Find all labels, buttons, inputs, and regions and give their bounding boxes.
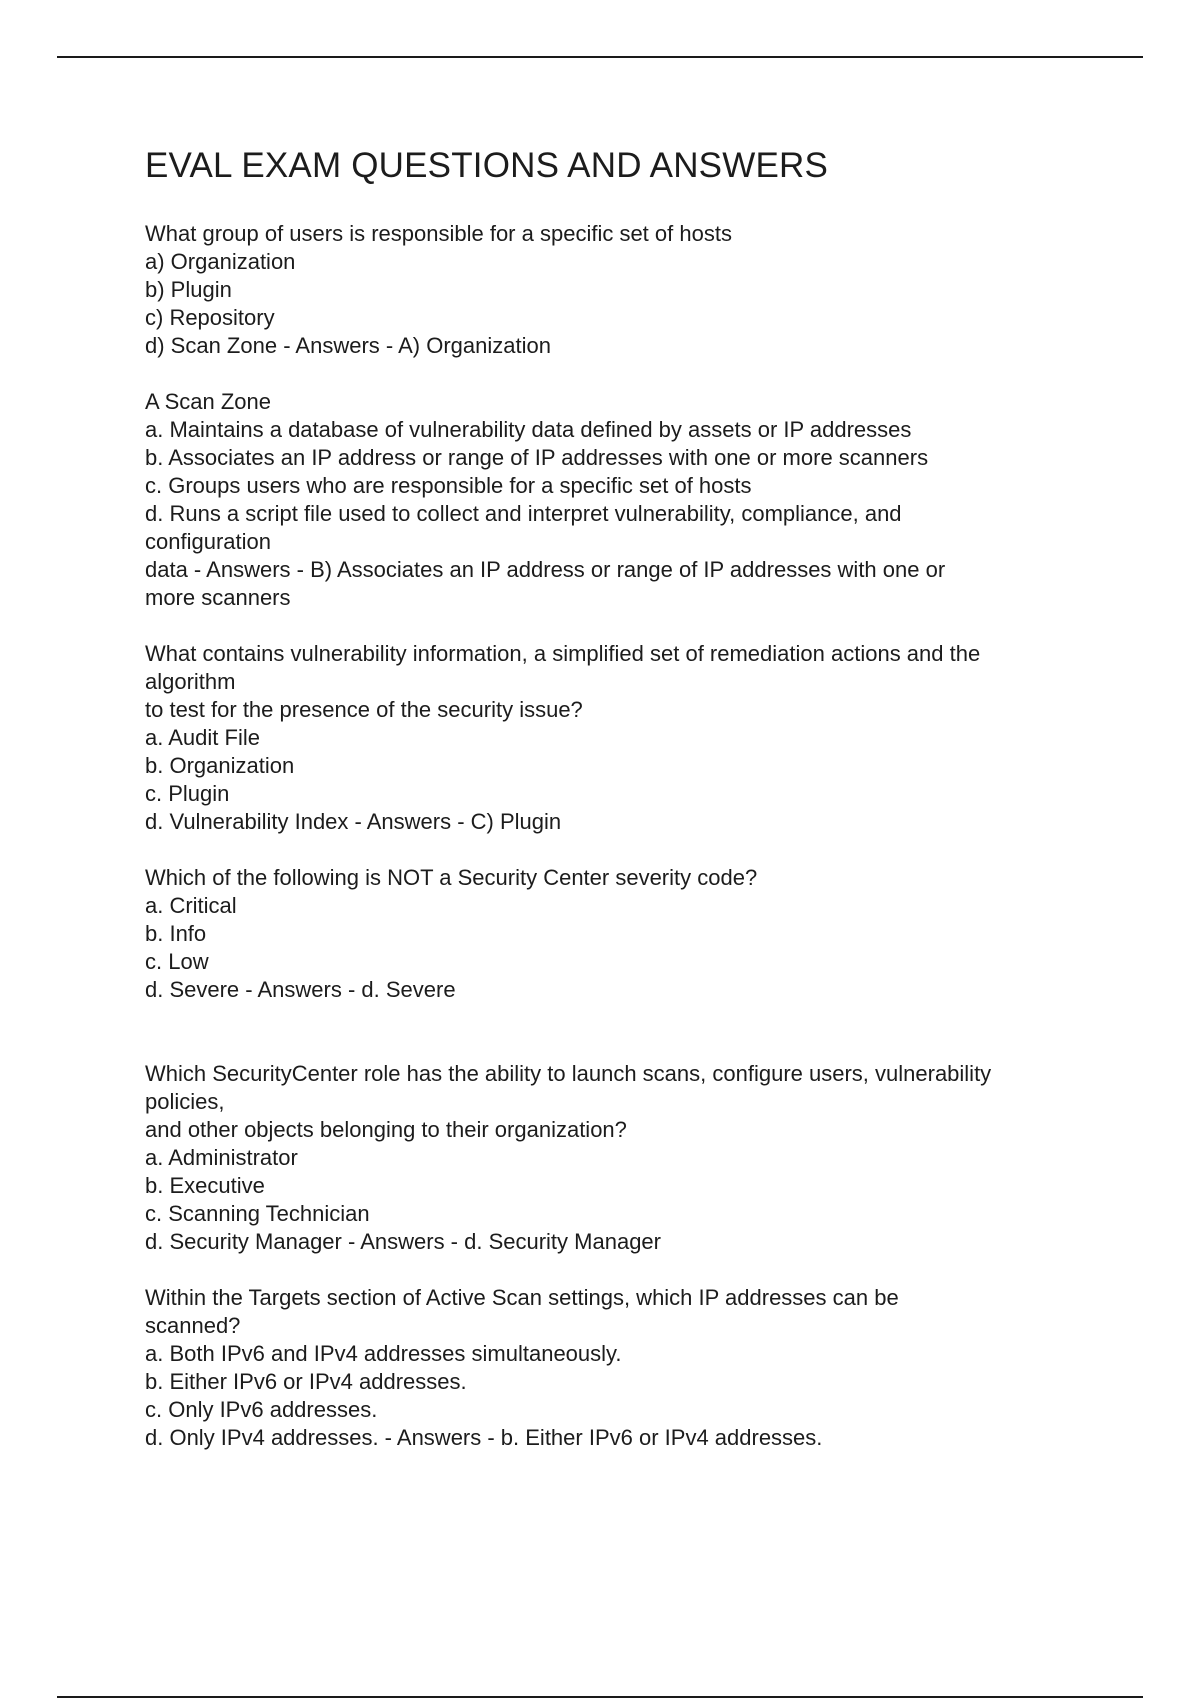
answer-option-with-key: d. Security Manager - Answers - d. Security Manager — [145, 1229, 661, 1254]
answer-option: c. Plugin — [145, 781, 230, 806]
question-text: A Scan Zone — [145, 389, 271, 414]
question-text: algorithm — [145, 669, 236, 694]
answer-option: a. Administrator — [145, 1145, 298, 1170]
question-block-6 — [145, 1284, 1105, 1452]
question-text: Which SecurityCenter role has the ability to launch scans, configure users, vulnerability — [145, 1061, 992, 1086]
document-body — [145, 138, 1105, 1480]
answer-option: configuration — [145, 529, 271, 554]
answer-option: a. Audit File — [145, 725, 260, 750]
answer-option: b) Plugin — [145, 277, 232, 302]
answer-option: b. Either IPv6 or IPv4 addresses. — [145, 1369, 467, 1394]
answer-option: b. Associates an IP address or range of IP addresses with one or more scanners — [145, 445, 929, 470]
question-text: policies, — [145, 1089, 225, 1114]
document-title: EVAL EXAM QUESTIONS AND ANSWERS — [145, 146, 829, 185]
answer-option: c. Groups users who are responsible for a specific set of hosts — [145, 473, 752, 498]
answer-option: b. Info — [145, 921, 207, 946]
question-text: What contains vulnerability information, a simplified set of remediation actions and the — [145, 641, 981, 666]
answer-option-with-key: d) Scan Zone - Answers - A) Organization — [145, 333, 551, 358]
answer-option: c. Low — [145, 949, 209, 974]
question-block-3 — [145, 640, 1105, 836]
question-text: and other objects belonging to their organization? — [145, 1117, 627, 1142]
question-block-4 — [145, 864, 1105, 1004]
question-text: What group of users is responsible for a specific set of hosts — [145, 221, 732, 246]
answer-option: a. Both IPv6 and IPv4 addresses simultaneously. — [145, 1341, 622, 1366]
question-block-2 — [145, 388, 1105, 612]
footer-divider — [57, 1696, 1143, 1698]
header-divider — [57, 56, 1143, 58]
question-text: to test for the presence of the security issue? — [145, 697, 583, 722]
answer-option-with-key: d. Vulnerability Index - Answers - C) Plugin — [145, 809, 562, 834]
question-block-5 — [145, 1060, 1105, 1256]
answer-option-with-key: more scanners — [145, 585, 291, 610]
answer-option-with-key: data - Answers - B) Associates an IP address or range of IP addresses with one or — [145, 557, 946, 582]
answer-option: b. Executive — [145, 1173, 265, 1198]
question-text: scanned? — [145, 1313, 241, 1338]
answer-option: a. Critical — [145, 893, 237, 918]
answer-option: c. Only IPv6 addresses. — [145, 1397, 378, 1422]
answer-option: a) Organization — [145, 249, 296, 274]
answer-option: d. Runs a script file used to collect and interpret vulnerability, compliance, and — [145, 501, 902, 526]
question-block-1 — [145, 220, 1105, 360]
answer-option: a. Maintains a database of vulnerability data defined by assets or IP addresses — [145, 417, 912, 442]
question-text: Which of the following is NOT a Security Center severity code? — [145, 865, 758, 890]
answer-option-with-key: d. Severe - Answers - d. Severe — [145, 977, 456, 1002]
question-text: Within the Targets section of Active Scan settings, which IP addresses can be — [145, 1285, 899, 1310]
answer-option: c) Repository — [145, 305, 275, 330]
answer-option: b. Organization — [145, 753, 295, 778]
answer-option: c. Scanning Technician — [145, 1201, 370, 1226]
answer-option-with-key: d. Only IPv4 addresses. - Answers - b. Either IPv6 or IPv4 addresses. — [145, 1425, 823, 1450]
